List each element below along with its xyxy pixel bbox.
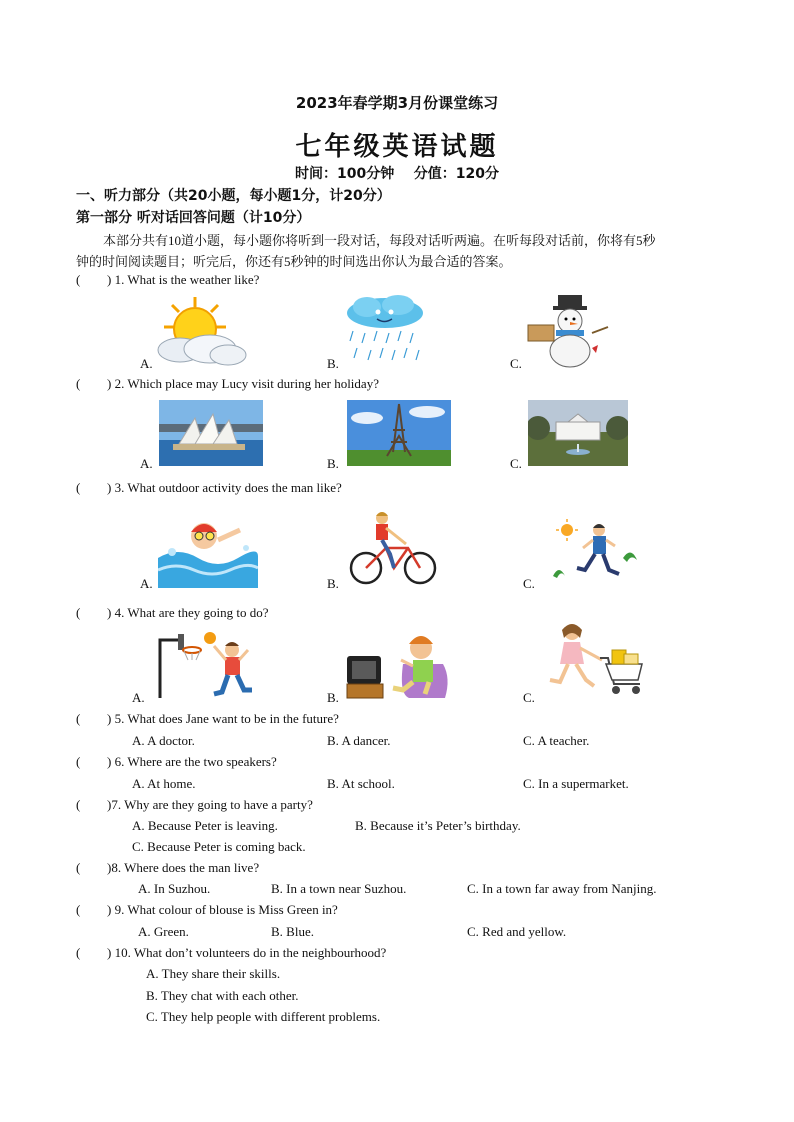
question-2-text: ) 2. Which place may Lucy visit during her holiday? — [107, 376, 379, 391]
answer-bracket[interactable]: ( — [76, 860, 81, 875]
q10-option-b[interactable]: B. They chat with each other. — [146, 988, 299, 1003]
sunny-weather-image[interactable] — [150, 293, 248, 368]
q9-option-a[interactable]: A. Green. — [138, 924, 189, 939]
question-9-text: ) 9. What colour of blouse is Miss Green in? — [107, 902, 338, 917]
instructions-line-2: 钟的时间阅读题目；听完后，你还有5秒钟的时间选出你认为最合适的答案。 — [76, 254, 512, 269]
answer-bracket[interactable]: ( — [76, 376, 81, 391]
sydney-opera-house-image[interactable] — [159, 400, 263, 466]
q5-option-c[interactable]: C. A teacher. — [523, 733, 590, 748]
q1-option-c[interactable]: C. — [510, 356, 522, 371]
exam-title: 七年级英语试题 — [295, 132, 499, 162]
cycling-image[interactable] — [346, 510, 441, 586]
question-6-text: ) 6. Where are the two speakers? — [107, 754, 277, 769]
part1-title: 第一部分 听对话回答问题（计10分） — [76, 210, 311, 226]
exam-subtitle: 2023年春学期3月份课堂练习 — [295, 94, 499, 112]
q6-option-b[interactable]: B. At school. — [327, 776, 395, 791]
answer-bracket[interactable]: ( — [76, 754, 81, 769]
snowman-image[interactable] — [526, 293, 612, 368]
q1-option-a[interactable]: A. — [140, 356, 153, 371]
q9-option-c[interactable]: C. Red and yellow. — [467, 924, 567, 939]
watching-tv-image[interactable] — [345, 628, 453, 702]
q5-option-b[interactable]: B. A dancer. — [327, 733, 391, 748]
question-7-text: )7. Why are they going to have a party? — [107, 797, 313, 812]
q2-option-b[interactable]: B. — [327, 456, 339, 471]
answer-bracket[interactable]: ( — [76, 945, 81, 960]
exam-time-score: 时间：100分钟 分值：120分 — [295, 166, 499, 182]
q7-option-a[interactable]: A. Because Peter is leaving. — [132, 818, 278, 833]
eiffel-tower-image[interactable] — [347, 400, 451, 466]
shopping-image[interactable] — [542, 620, 646, 702]
question-8-text: )8. Where does the man live? — [107, 860, 260, 875]
instructions-line-1: 本部分共有10道小题，每小题你将听到一段对话，每段对话听两遍。在听每段对话前，你将有5秒 — [103, 233, 656, 248]
q9-option-b[interactable]: B. Blue. — [271, 924, 314, 939]
q4-option-a[interactable]: A. — [132, 690, 145, 705]
swimming-image[interactable] — [158, 508, 258, 588]
answer-bracket[interactable]: ( — [76, 711, 81, 726]
q10-option-c[interactable]: C. They help people with different problems. — [146, 1009, 381, 1024]
q7-option-b[interactable]: B. Because it’s Peter’s birthday. — [355, 818, 521, 833]
q8-option-b[interactable]: B. In a town near Suzhou. — [271, 881, 407, 896]
q3-option-a[interactable]: A. — [140, 576, 153, 591]
q5-option-a[interactable]: A. A doctor. — [132, 733, 195, 748]
q6-option-a[interactable]: A. At home. — [132, 776, 196, 791]
question-1-text: ) 1. What is the weather like? — [107, 272, 260, 287]
answer-bracket[interactable]: ( — [76, 902, 81, 917]
section-listening-title: 一、听力部分（共20小题，每小题1分，计20分） — [76, 188, 391, 204]
q2-option-a[interactable]: A. — [140, 456, 153, 471]
white-house-image[interactable] — [528, 400, 628, 466]
answer-bracket[interactable]: ( — [76, 797, 81, 812]
q7-option-c[interactable]: C. Because Peter is coming back. — [132, 839, 306, 854]
rainy-weather-image[interactable] — [343, 293, 427, 368]
q8-option-c[interactable]: C. In a town far away from Nanjing. — [467, 881, 657, 896]
question-3-text: ) 3. What outdoor activity does the man like? — [107, 480, 342, 495]
q8-option-a[interactable]: A. In Suzhou. — [138, 881, 211, 896]
answer-bracket[interactable]: ( — [76, 605, 81, 620]
q1-option-b[interactable]: B. — [327, 356, 339, 371]
q3-option-b[interactable]: B. — [327, 576, 339, 591]
basketball-image[interactable] — [152, 628, 264, 702]
q3-option-c[interactable]: C. — [523, 576, 535, 591]
q4-option-b[interactable]: B. — [327, 690, 339, 705]
running-image[interactable] — [543, 516, 641, 588]
question-4-text: ) 4. What are they going to do? — [107, 605, 269, 620]
question-5-text: ) 5. What does Jane want to be in the future? — [107, 711, 339, 726]
answer-bracket[interactable]: ( — [76, 272, 81, 287]
q6-option-c[interactable]: C. In a supermarket. — [523, 776, 629, 791]
q2-option-c[interactable]: C. — [510, 456, 522, 471]
q10-option-a[interactable]: A. They share their skills. — [146, 966, 281, 981]
answer-bracket[interactable]: ( — [76, 480, 81, 495]
question-10-text: ) 10. What don’t volunteers do in the neighbourhood? — [107, 945, 387, 960]
q4-option-c[interactable]: C. — [523, 690, 535, 705]
